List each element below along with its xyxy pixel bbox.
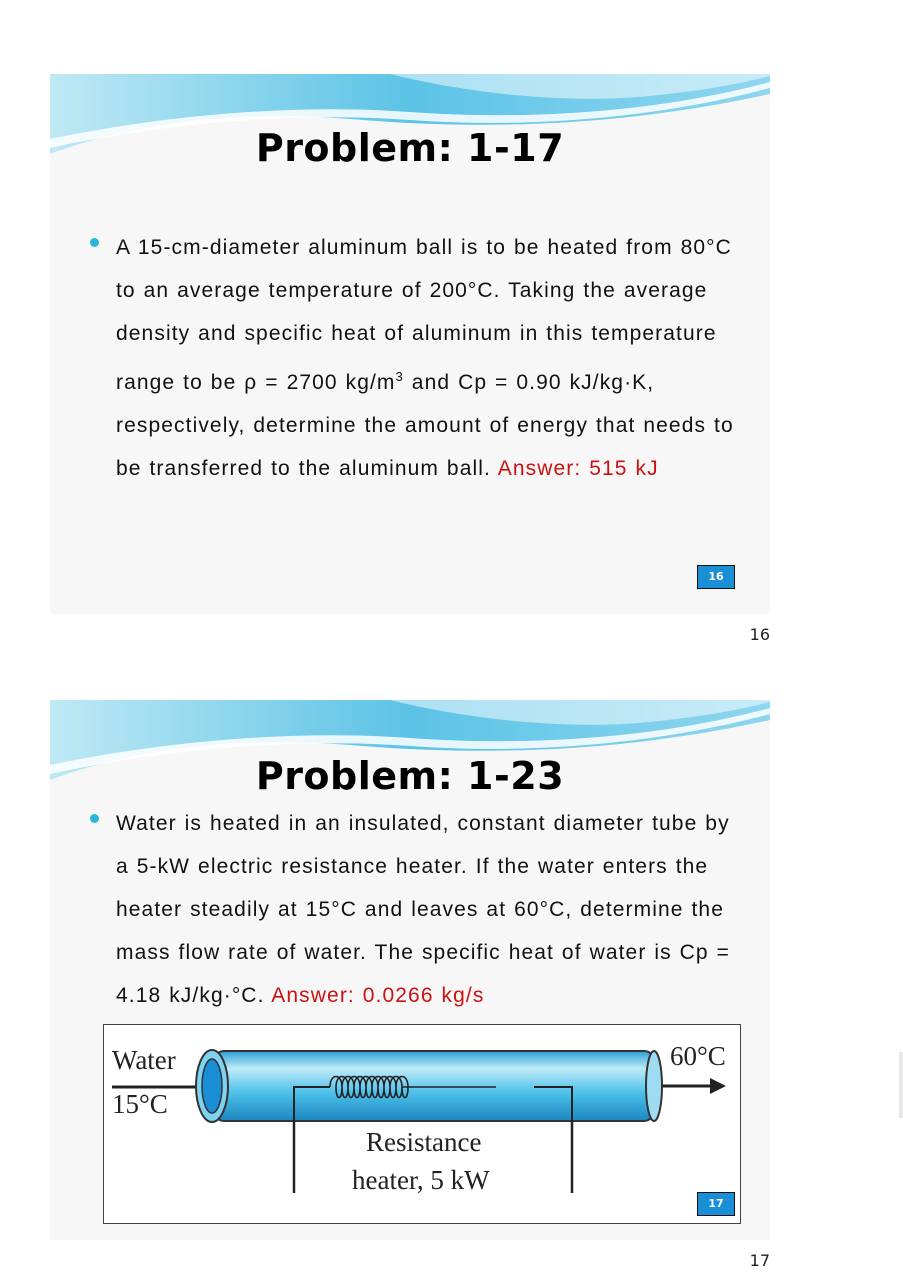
slide-number-badge: 17 xyxy=(697,1192,735,1216)
bullet-item xyxy=(90,226,750,490)
page-number: 16 xyxy=(749,625,770,644)
slide-number-badge: 16 xyxy=(697,565,735,589)
slide-problem-1-17 xyxy=(50,74,770,614)
outlet-arrowhead-icon xyxy=(710,1078,726,1094)
tube-body xyxy=(214,1051,654,1121)
bullet-dot-icon xyxy=(90,814,99,823)
problem-text-main: A 15-cm-diameter aluminum ball is to be heated from 80°C to an average temperature of 200°C. Taking the average density and specific heat of aluminum in this temperature range to be ρ = 2700 kg/m xyxy=(116,236,732,394)
heater-label-line1: Resistance xyxy=(366,1127,482,1157)
page-number: 17 xyxy=(749,1251,770,1270)
slide-title: Problem: 1-17 xyxy=(255,126,565,170)
page-edge-mark xyxy=(899,1052,903,1118)
inlet-temperature: 15°C xyxy=(112,1089,168,1119)
answer-text: Answer: 0.0266 kg/s xyxy=(271,984,485,1007)
tube-outlet-cap xyxy=(646,1051,662,1121)
tube-inlet-opening xyxy=(202,1059,222,1113)
problem-text xyxy=(116,802,750,1017)
outlet-temperature: 60°C xyxy=(670,1041,726,1071)
heater-tube-figure xyxy=(103,1024,741,1224)
slide-problem-1-23 xyxy=(50,700,770,1240)
problem-text-continued: and Cp = 0.90 kJ/kg·K, respectively, determine the amount of energy that needs to be transferred to the aluminum ball. xyxy=(116,371,734,480)
answer-text: Answer: 515 kJ xyxy=(497,457,659,480)
bullet-item xyxy=(90,802,750,1017)
superscript: 3 xyxy=(395,369,404,384)
problem-text-main: Water is heated in an insulated, constant diameter tube by a 5-kW electric resistance heater. If the water enters the heater steadily at 15°C and leaves at 60°C, determine the mass flow rate of water. The specific heat of water is Cp = 4.18 kJ/kg·°C. xyxy=(116,812,730,1007)
heater-label-line2: heater, 5 kW xyxy=(352,1165,490,1195)
problem-text xyxy=(116,226,750,490)
inlet-label: Water xyxy=(112,1045,176,1075)
slide-title: Problem: 1-23 xyxy=(255,754,565,798)
bullet-dot-icon xyxy=(90,238,99,247)
